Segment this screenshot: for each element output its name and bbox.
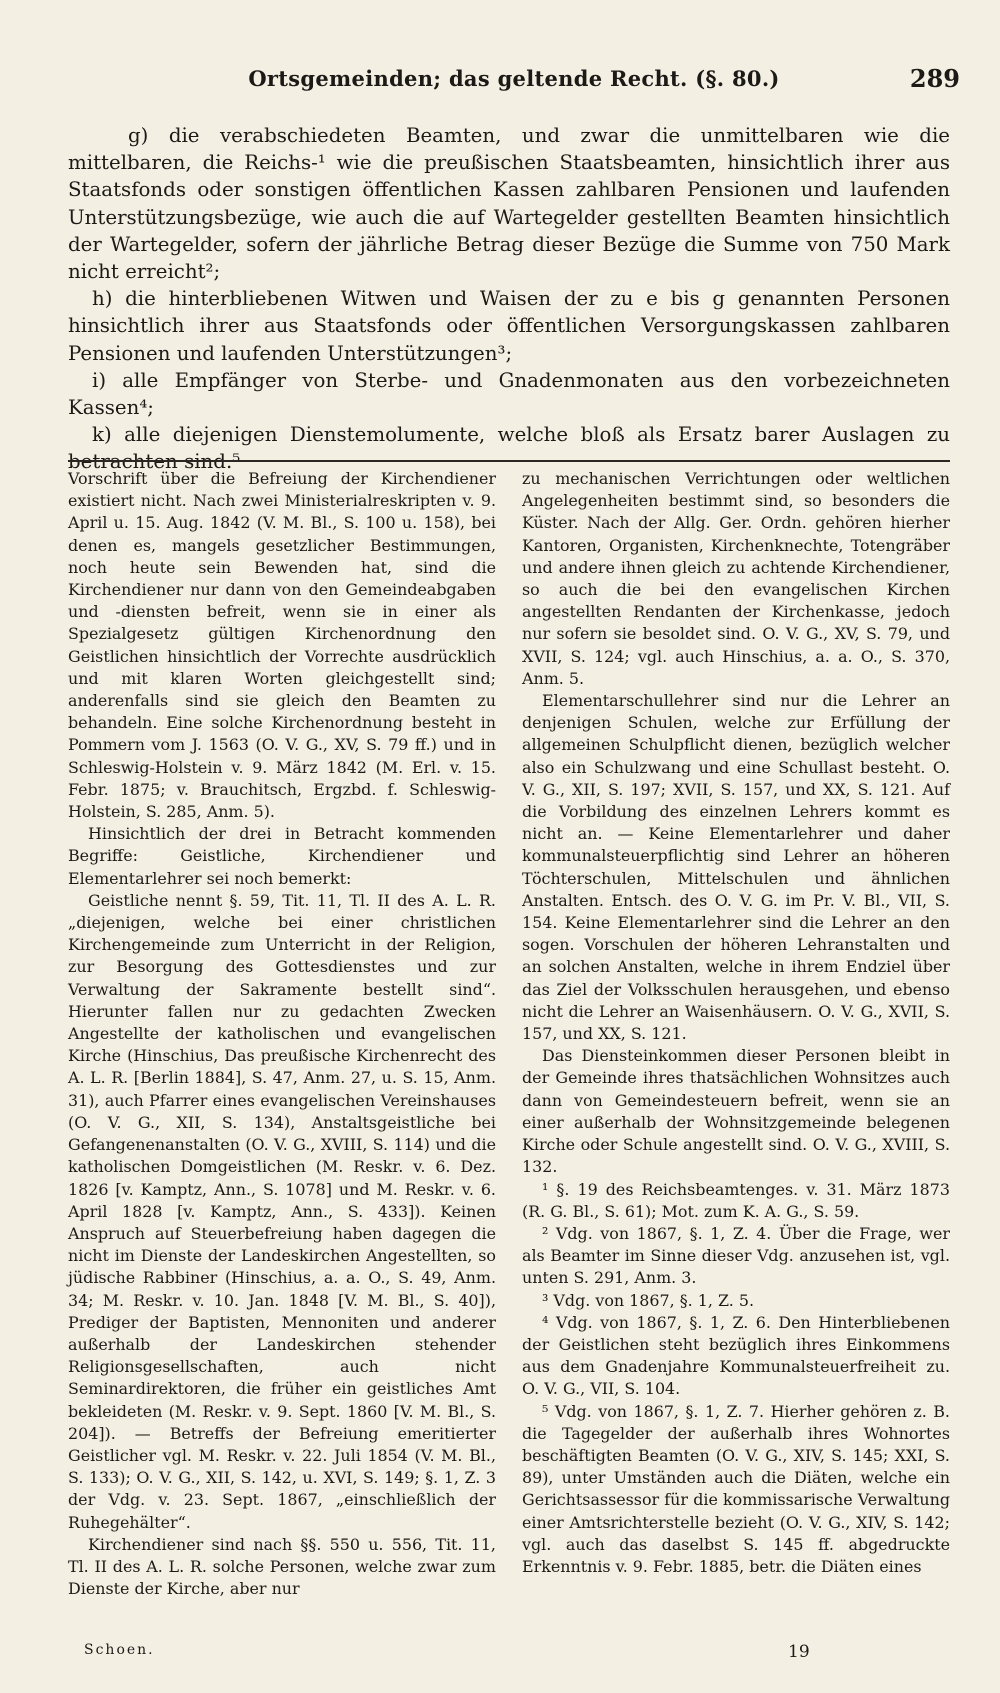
note-kirchendiener: Kirchendiener sind nach §§. 550 u. 556, Tit. 11, Tl. II des A. L. R. solche Personen, welche zwar zum Dienste der Kirche, aber nur — [68, 1534, 496, 1599]
paragraph-i: i) alle Empfänger von Sterbe- und Gnadenmonaten aus den vorbezeichneten Kassen⁴; — [68, 368, 950, 420]
paragraph-h: h) die hinterbliebenen Witwen und Waisen der zu e bis g genannten Personen hinsichtlich ihrer aus Staatsfonds oder öffentlichen Versorgungskassen zahlbaren Pensionen und laufenden Unterstützungen³; — [68, 287, 950, 365]
footnote-column-left — [68, 468, 496, 1600]
note-elementarlehrer: Elementarschullehrer sind nur die Lehrer an denjenigen Schulen, welche zur Erfüllung der allgemeinen Schulpflicht dienen, bezüglich welcher also ein Schulzwang und eine Schullast besteht. O. V. G., XII, S. 197; XVII, S. 157, und XX, S. 121. Auf die Vorbildung des einzelnen Lehrers kommt es nicht an. — Keine Elementarlehrer und daher kommunalsteuerpflichtig sind Lehrer an höheren Töchterschulen, Mittelschulen und ähnlichen Anstalten. Entsch. des O. V. G. im Pr. V. Bl., VII, S. 154. Keine Elementarlehrer sind die Lehrer an den sogen. Vorschulen der höheren Lehranstalten und an solchen Anstalten, welche in ihrem Endziel über das Ziel der Volksschulen herausgehen, und ebenso nicht die Lehrer an Waisenhäusern. O. V. G., XVII, S. 157, und XX, S. 121. — [522, 691, 950, 1044]
note-diensteinkommen: Das Diensteinkommen dieser Personen bleibt in der Gemeinde ihres thatsächlichen Wohnsitzes auch dann von Gemeindesteuern befreit, wenn sie an einer außerhalb der Wohnsitzgemeinde belegenen Kirche oder Schule angestellt sind. O. V. G., XVIII, S. 132. — [522, 1046, 950, 1177]
paragraph-g: g) die verabschiedeten Beamten, und zwar die unmittelbaren wie die mittelbaren, die Reichs-¹ wie die preußischen Staatsbeamten, hinsichtlich ihrer aus Staatsfonds oder sonstigen öffentlichen Kassen zahlbaren Pensionen und laufenden Unterstützungsbezüge, wie auch die auf Wartegelder gestellten Beamten hinsichtlich der Wartegelder, sofern der jährliche Betrag dieser Bezüge die Summe von 750 Mark nicht erreicht²; — [68, 124, 950, 284]
page-header — [68, 62, 960, 102]
footnote-4: ⁴ Vdg. von 1867, §. 1, Z. 6. Den Hinterbliebenen der Geistlichen steht bezüglich ihres Einkommens aus dem Gnadenjahre Kommunalsteuerfreiheit zu. O. V. G., VII, S. 104. — [522, 1312, 950, 1399]
sheet-number: 19 — [788, 1642, 810, 1662]
note-continuation: Vorschrift über die Befreiung der Kirchendiener existiert nicht. Nach zwei Ministerialreskripten v. 9. April u. 15. Aug. 1842 (V. M. Bl., S. 100 u. 158), bei denen es, mangels gesetzlicher Bestimmungen, noch heute sein Bewenden hat, sind die Kirchendiener nur dann von den Gemeindeabgaben und -diensten befreit, wenn sie in einer als Spezialgesetz gültigen Kirchenordnung den Geistlichen hinsichtlich der Vorrechte ausdrücklich und mit klaren Worten gleichgestellt sind; anderenfalls sind sie gleich den Beamten zu behandeln. Eine solche Kirchenordnung besteht in Pommern vom J. 1563 (O. V. G., XV, S. 79 ff.) und in Schleswig-Holstein v. 9. März 1842 (M. Erl. v. 15. Febr. 1875; v. Brauchitsch, Ergzbd. f. Schleswig-Holstein, S. 285, Anm. 5). — [68, 469, 496, 822]
footnote-2: ² Vdg. von 1867, §. 1, Z. 4. Über die Frage, wer als Beamter im Sinne dieser Vdg. anzusehen ist, vgl. unten S. 291, Anm. 3. — [522, 1223, 950, 1288]
printer-signature: Schoen. — [84, 1642, 155, 1658]
footnote-1: ¹ §. 19 des Reichsbeamtenges. v. 31. März 1873 (R. G. Bl., S. 61); Mot. zum K. A. G., S. 59. — [522, 1179, 950, 1221]
page-number: 289 — [909, 64, 960, 93]
main-text — [68, 122, 950, 476]
footnote-3: ³ Vdg. von 1867, §. 1, Z. 5. — [542, 1290, 755, 1310]
footnote-column-right — [522, 468, 950, 1578]
paragraph-k: k) alle diejenigen Dienstemolumente, welche bloß als Ersatz barer Auslagen zu — [92, 423, 950, 447]
footnote-separator — [68, 460, 950, 462]
note-geistliche: Geistliche nennt §. 59, Tit. 11, Tl. II des A. L. R. „diejenigen, welche bei einer christlichen Kirchengemeinde zum Unterricht in der Religion, zur Besorgung des Gottesdienstes und zur Verwaltung der Sakramente bestellt sind“. Hierunter fallen nur zu gedachten Zwecken Angestellte der katholischen und evangelischen Kirche (Hinschius, Das preußische Kirchenrecht des A. L. R. [Berlin 1884], S. 47, Anm. 27, u. S. 15, Anm. 31), auch Pfarrer eines evangelischen Vereinshauses (O. V. G., XII, S. 134), Anstaltsgeistliche bei Gefangenenanstalten (O. V. G., XVIII, S. 114) und die katholischen Domgeistlichen (M. Reskr. v. 6. Dez. 1826 [v. Kamptz, Ann., S. 1078] und M. Reskr. v. 6. April 1828 [v. Kamptz, Ann., S. 433]). Keinen Anspruch auf Steuerbefreiung haben dagegen die nicht im Dienste der Landeskirchen Angestellten, so jüdische Rabbiner (Hinschius, a. a. O., S. 49, Anm. 34; M. Reskr. v. 10. Jan. 1848 [V. M. Bl., S. 40]), Prediger der Baptisten, Mennoniten und anderer außerhalb der Landeskirchen stehender Religionsgesellschaften, auch nicht Seminardirektoren, die früher ein geistliches Amt bekleideten (M. Reskr. v. 9. Sept. 1860 [V. M. Bl., S. 204]). — Betreffs der Befreiung emeritierter Geistlicher vgl. M. Reskr. v. 22. Juli 1854 (V. M. Bl., S. 133); O. V. G., XII, S. 142, u. XVI, S. 149; §. 1, Z. 3 der Vdg. v. 23. Sept. 1867, „einschließlich der Ruhegehälter“. — [68, 890, 496, 1532]
footnote-5: ⁵ Vdg. von 1867, §. 1, Z. 7. Hierher gehören z. B. die Tagegelder der außerhalb ihres Wohnortes beschäftigten Beamten (O. V. G., XIV, S. 145; XXI, S. 89), unter Umständen auch die Diäten, welche ein Gerichtsassessor für die kommissarische Verwaltung einer Amtsrichterstelle bezieht (O. V. G., XIV, S. 142; vgl. auch das daselbst S. 145 ff. abgedruckte Erkenntnis v. 9. Febr. 1885, betr. die Diäten eines — [522, 1401, 950, 1576]
running-title: Ortsgemeinden; das geltende Recht. (§. 80.) — [248, 66, 780, 91]
note-definitions-intro: Hinsichtlich der drei in Betracht kommenden Begriffe: Geistliche, Kirchendiener und Elementarlehrer sei noch bemerkt: — [68, 824, 496, 888]
note-kirchendiener-continued: zu mechanischen Verrichtungen oder weltlichen Angelegenheiten bestimmt sind, so besonders die Küster. Nach der Allg. Ger. Ordn. gehören hierher Kantoren, Organisten, Kirchenknechte, Totengräber und andere ihnen gleich zu achtende Kirchendiener, so auch die bei den evangelischen Kirchen angestellten Rendanten der Kirchenkasse, jedoch nur sofern sie besoldet sind. O. V. G., XV, S. 79, und XVII, S. 124; vgl. auch Hinschius, a. a. O., S. 370, Anm. 5. — [522, 469, 950, 688]
